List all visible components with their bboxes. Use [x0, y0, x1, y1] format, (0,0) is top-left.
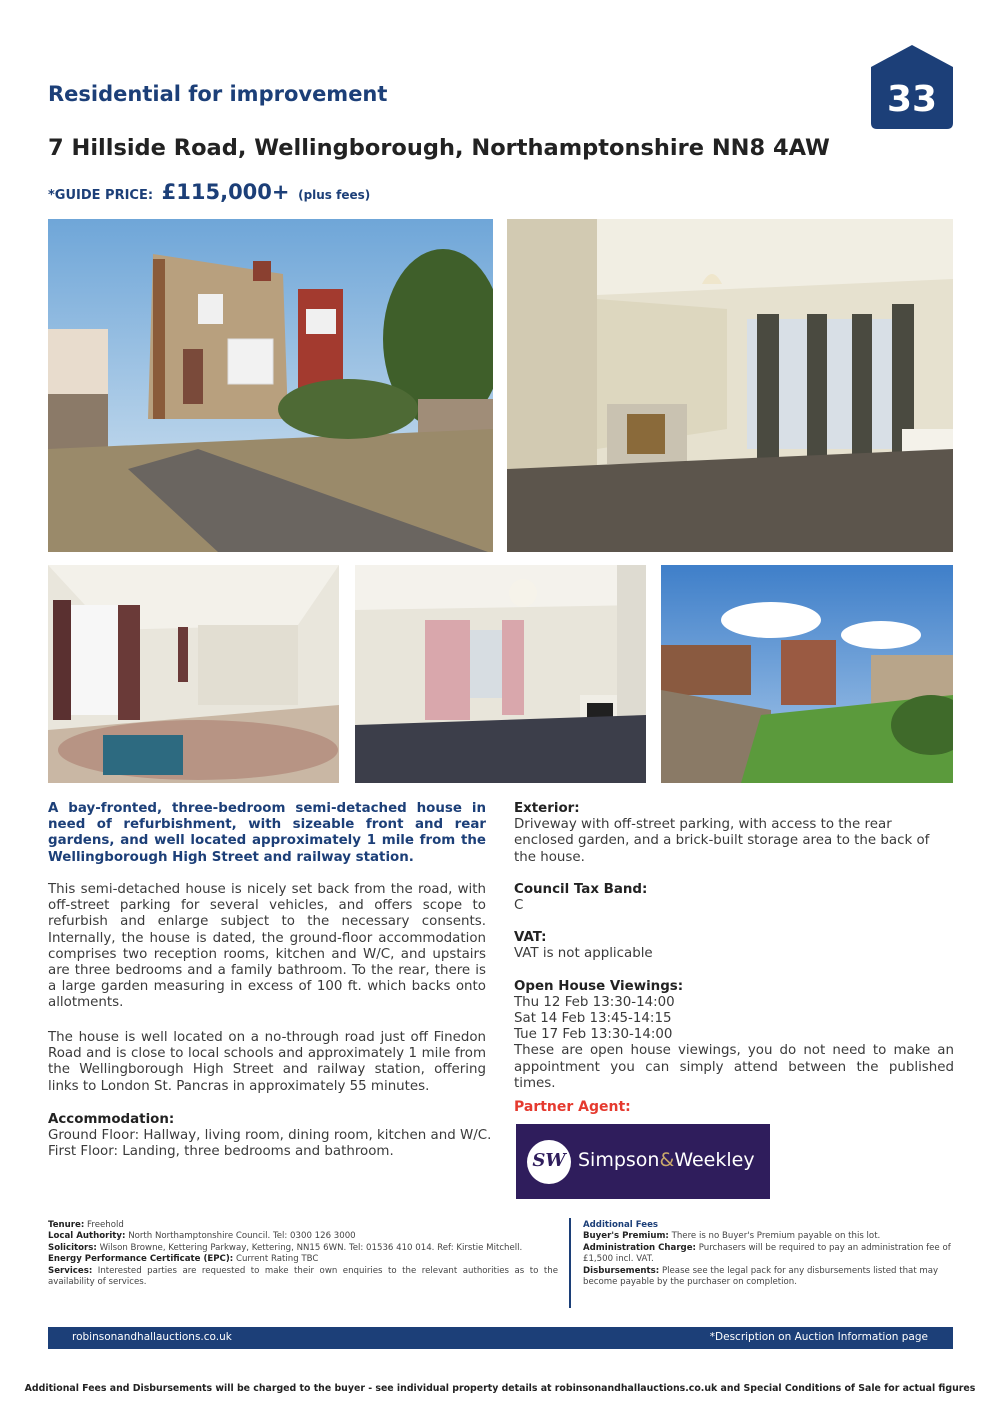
- council-tax-value: C: [514, 898, 524, 914]
- vat-value: VAT is not applicable: [514, 946, 653, 962]
- vat-section: [514, 930, 954, 962]
- partner-agent-label: Partner Agent:: [514, 1099, 631, 1115]
- additional-fees: [583, 1220, 955, 1288]
- partner-name-ampersand: &: [659, 1149, 675, 1171]
- lot-badge: [871, 45, 953, 129]
- description-paragraph-2: The house is well located on a no-through road just off Finedon Road and is close to local schools and approximately 1 mile from the Wellingborough High Street and railway station, offering links to London St. Pancras in approximately 55 minutes.: [48, 1030, 486, 1094]
- accommodation-first-floor: First Floor: Landing, three bedrooms and bathroom.: [48, 1144, 394, 1160]
- photo-rear-garden[interactable]: [661, 565, 953, 783]
- lot-number: 33: [886, 79, 938, 120]
- additional-fees-title: Additional Fees: [583, 1220, 659, 1230]
- legal-info: [48, 1220, 558, 1288]
- accommodation-ground-floor: Ground Floor: Hallway, living room, dining room, kitchen and W/C.: [48, 1128, 492, 1144]
- partner-logo-wordmark: [578, 1149, 755, 1171]
- property-category: Residential for improvement: [48, 82, 388, 106]
- accommodation-section: [48, 1112, 498, 1161]
- services-label: Services:: [48, 1265, 93, 1276]
- intro-summary: A bay-fronted, three-bedroom semi-detached house in need of refurbishment, with sizeable front and rear gardens, and well located approximately 1 mile from the Wellingborough High Street and railway station.: [48, 801, 486, 865]
- guide-price-value: £115,000+: [161, 180, 290, 204]
- disbursements-value: Please see the legal pack for any disbursements listed that may become payable by the purchaser on completion.: [583, 1265, 939, 1288]
- buyers-premium-value: There is no Buyer's Premium payable on this lot.: [671, 1231, 881, 1242]
- partner-name-first: Simpson: [578, 1149, 660, 1171]
- partner-name-second: Weekley: [674, 1149, 755, 1171]
- details-column: [514, 801, 954, 1092]
- solicitors-value: Wilson Browne, Kettering Parkway, Kettering, NN15 6WN. Tel: 01536 410 014. Ref: Kirstie Mitchell.: [99, 1242, 523, 1253]
- property-address: 7 Hillside Road, Wellingborough, Northamptonshire NN8 4AW: [48, 135, 830, 161]
- exterior-text: Driveway with off-street parking, with access to the rear enclosed garden, and a brick-built storage area to the back of the house.: [514, 817, 930, 865]
- buyers-premium-label: Buyer's Premium:: [583, 1231, 669, 1242]
- admin-charge-label: Administration Charge:: [583, 1242, 696, 1253]
- partner-agent-logo[interactable]: [516, 1124, 770, 1199]
- exterior-heading: Exterior:: [514, 801, 580, 816]
- exterior-section: [514, 801, 954, 866]
- photo-bedroom-two[interactable]: [355, 565, 646, 783]
- disbursements-label: Disbursements:: [583, 1265, 660, 1276]
- services-value: Interested parties are requested to make their own enquiries to the relevant authorities as to the availability of services.: [48, 1265, 558, 1288]
- viewings-heading: Open House Viewings:: [514, 978, 684, 994]
- guide-price-label: *GUIDE PRICE:: [48, 188, 154, 203]
- viewings-note: These are open house viewings, you do not need to make an appointment you can simply attend between the published times.: [514, 1043, 954, 1091]
- local-authority-value: North Northamptonshire Council. Tel: 0300 126 3000: [128, 1231, 356, 1242]
- photo-bedroom-one[interactable]: [48, 565, 339, 783]
- website-link[interactable]: robinsonandhallauctions.co.uk: [72, 1331, 232, 1343]
- tenure-value: Freehold: [87, 1220, 124, 1230]
- guide-price-fees: (plus fees): [298, 188, 371, 202]
- epc-value: Current Rating TBC: [235, 1254, 319, 1265]
- council-tax-section: [514, 882, 954, 914]
- photo-front-exterior[interactable]: [48, 219, 493, 552]
- local-authority-label: Local Authority:: [48, 1231, 126, 1242]
- admin-charge-value: Purchasers will be required to pay an administration fee of £1,500 incl. VAT.: [583, 1242, 951, 1265]
- epc-label: Energy Performance Certificate (EPC):: [48, 1254, 234, 1265]
- viewing-slot: Tue 17 Feb 13:30-14:00: [514, 1027, 673, 1043]
- council-tax-heading: Council Tax Band:: [514, 881, 648, 897]
- photo-living-room[interactable]: [507, 219, 953, 552]
- vat-heading: VAT:: [514, 930, 547, 946]
- info-divider: [569, 1218, 571, 1308]
- description-paragraph-1: This semi-detached house is nicely set back from the road, with off-street parking for several vehicles, and offers scope to refurbish and enlarge subject to the necessary consents. Internally, the house is dated, the ground-floor accommodation comprises two reception rooms, kitchen and W/C, and upstairs are three bedrooms and a family bathroom. To the rear, there is a large garden measuring in excess of 100 ft. which backs onto allotments.: [48, 882, 486, 1011]
- footer-description-note: *Description on Auction Information page: [709, 1331, 928, 1343]
- fees-disclaimer: Additional Fees and Disbursements will be charged to the buyer - see individual property details at robinsonandhallauctions.co.uk and Special Conditions of Sale for actual figures: [24, 1383, 976, 1394]
- viewing-slot: Sat 14 Feb 13:45-14:15: [514, 1011, 672, 1027]
- accommodation-heading: Accommodation:: [48, 1112, 175, 1127]
- guide-price: [48, 180, 370, 204]
- viewing-slot: Thu 12 Feb 13:30-14:00: [514, 994, 675, 1010]
- partner-logo-monogram: SW: [532, 1150, 566, 1171]
- viewings-section: [514, 979, 954, 1092]
- solicitors-label: Solicitors:: [48, 1242, 97, 1253]
- tenure-label: Tenure:: [48, 1220, 85, 1230]
